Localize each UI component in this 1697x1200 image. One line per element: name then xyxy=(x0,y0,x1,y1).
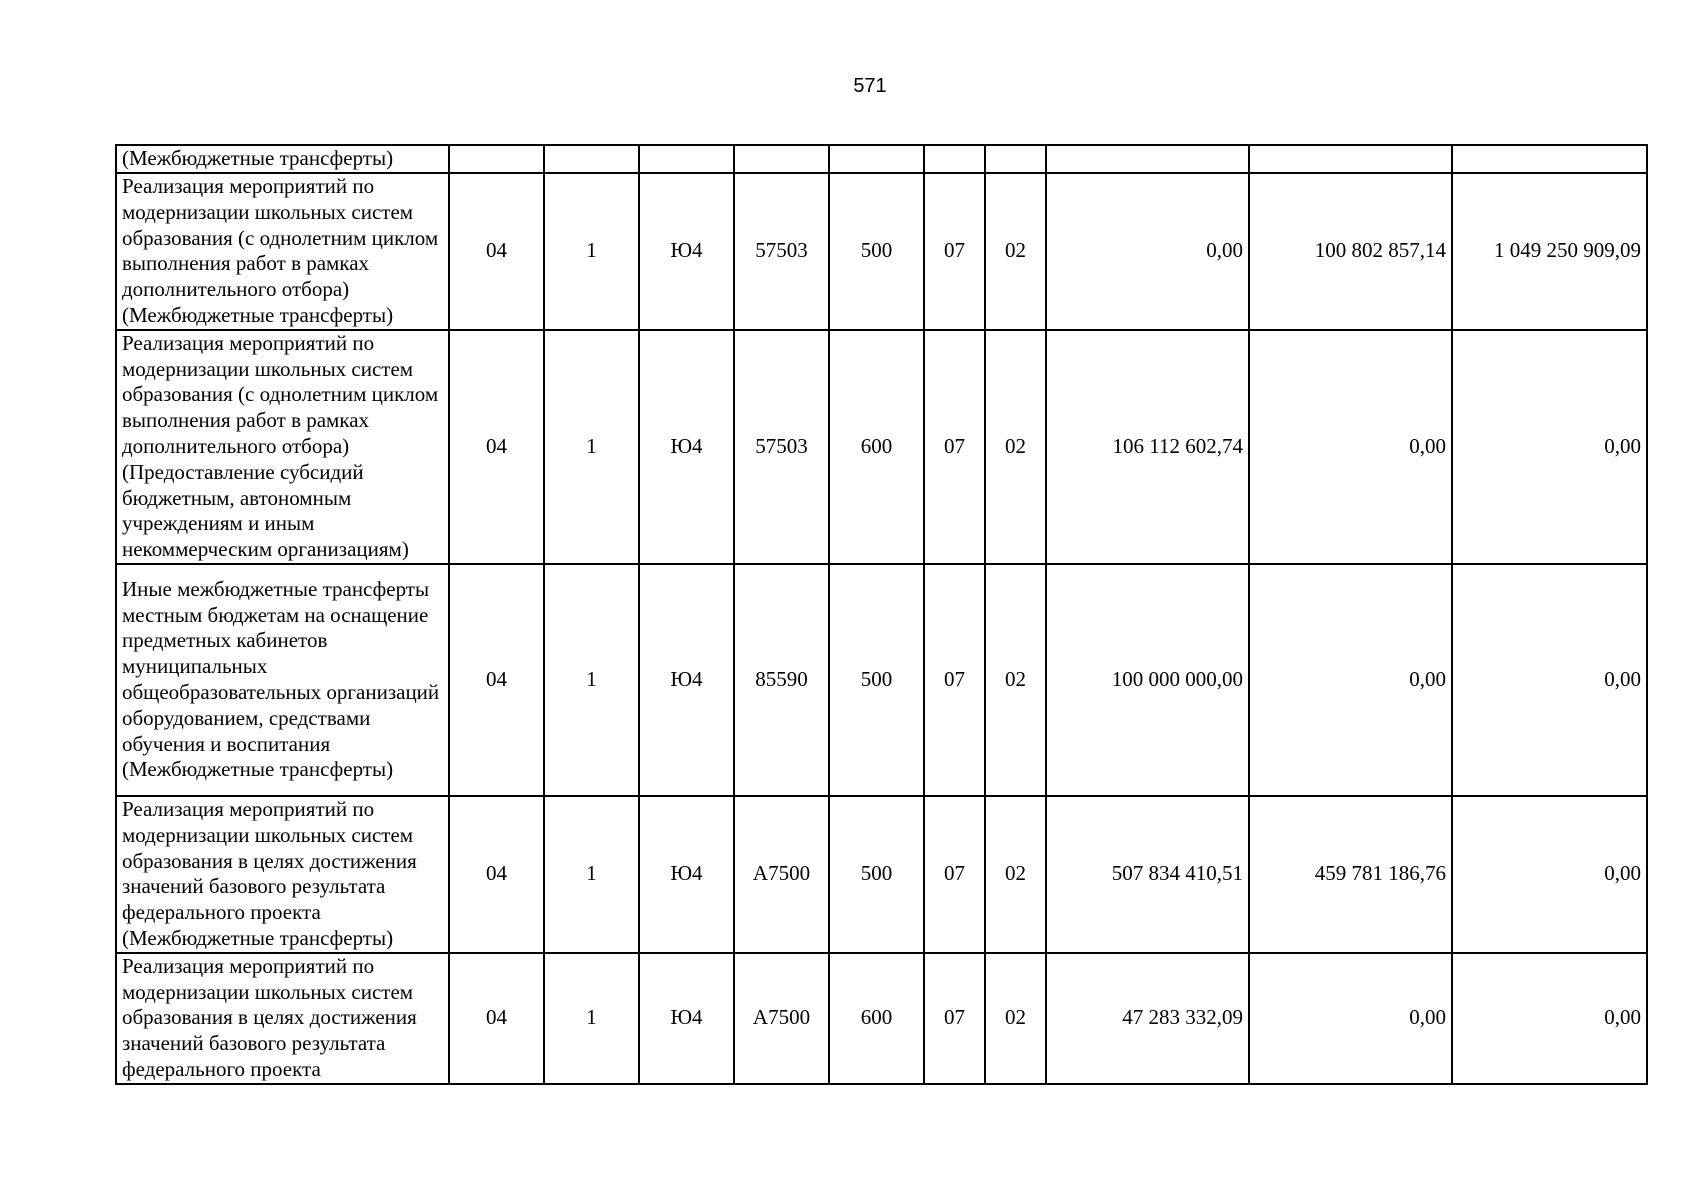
expense-type-code: 500 xyxy=(829,796,924,953)
program-code: 04 xyxy=(449,953,544,1084)
subprogram-code: 1 xyxy=(544,796,639,953)
row-description: Иные межбюджетные трансферты местным бюджетам на оснащение предметных кабинетов муниципальных общеобразовательных организаций оборудованием, средствами обучения и воспитания (Межбюджетные трансферты) xyxy=(116,564,449,796)
subprogram-code: 1 xyxy=(544,564,639,796)
subprogram-code: 1 xyxy=(544,953,639,1084)
amount-year-2: 459 781 186,76 xyxy=(1249,796,1452,953)
row-description: Реализация мероприятий по модернизации школьных систем образования в целях достижения значений базового результата федерального проекта xyxy=(116,953,449,1084)
section-code xyxy=(924,145,985,173)
direction-code: 57503 xyxy=(734,173,829,330)
row-description: Реализация мероприятий по модернизации школьных систем образования в целях достижения значений базового результата федерального проекта (Межбюджетные трансферты) xyxy=(116,796,449,953)
project-code: Ю4 xyxy=(639,796,734,953)
table-row xyxy=(116,564,1647,796)
section-code: 07 xyxy=(924,796,985,953)
amount-year-3: 0,00 xyxy=(1452,796,1647,953)
program-code: 04 xyxy=(449,796,544,953)
amount-year-2: 0,00 xyxy=(1249,953,1452,1084)
amount-year-3: 0,00 xyxy=(1452,953,1647,1084)
amount-year-3 xyxy=(1452,145,1647,173)
budget-table xyxy=(115,144,1648,1085)
subprogram-code: 1 xyxy=(544,330,639,564)
amount-year-3: 0,00 xyxy=(1452,564,1647,796)
table-row xyxy=(116,145,1647,173)
row-description: Реализация мероприятий по модернизации школьных систем образования (с однолетним циклом выполнения работ в рамках дополнительного отбора) (Предоставление субсидий бюджетным, автономным учреждениям и иным некоммерческим организациям) xyxy=(116,330,449,564)
subprogram-code: 1 xyxy=(544,173,639,330)
expense-type-code: 600 xyxy=(829,953,924,1084)
direction-code: 57503 xyxy=(734,330,829,564)
amount-year-1: 507 834 410,51 xyxy=(1046,796,1249,953)
program-code xyxy=(449,145,544,173)
project-code xyxy=(639,145,734,173)
project-code: Ю4 xyxy=(639,173,734,330)
direction-code: А7500 xyxy=(734,796,829,953)
table-row xyxy=(116,173,1647,330)
project-code: Ю4 xyxy=(639,953,734,1084)
expense-type-code xyxy=(829,145,924,173)
subprogram-code xyxy=(544,145,639,173)
table-row xyxy=(116,953,1647,1084)
subsection-code xyxy=(985,145,1046,173)
program-code: 04 xyxy=(449,330,544,564)
row-description: (Межбюджетные трансферты) xyxy=(116,145,449,173)
subsection-code: 02 xyxy=(985,796,1046,953)
amount-year-2: 0,00 xyxy=(1249,330,1452,564)
subsection-code: 02 xyxy=(985,953,1046,1084)
subsection-code: 02 xyxy=(985,330,1046,564)
program-code: 04 xyxy=(449,564,544,796)
expense-type-code: 600 xyxy=(829,330,924,564)
subsection-code: 02 xyxy=(985,564,1046,796)
amount-year-1: 47 283 332,09 xyxy=(1046,953,1249,1084)
amount-year-3: 0,00 xyxy=(1452,330,1647,564)
subsection-code: 02 xyxy=(985,173,1046,330)
program-code: 04 xyxy=(449,173,544,330)
amount-year-1 xyxy=(1046,145,1249,173)
row-description: Реализация мероприятий по модернизации школьных систем образования (с однолетним циклом выполнения работ в рамках дополнительного отбора) (Межбюджетные трансферты) xyxy=(116,173,449,330)
project-code: Ю4 xyxy=(639,564,734,796)
amount-year-1: 106 112 602,74 xyxy=(1046,330,1249,564)
amount-year-1: 0,00 xyxy=(1046,173,1249,330)
section-code: 07 xyxy=(924,330,985,564)
direction-code: 85590 xyxy=(734,564,829,796)
amount-year-2 xyxy=(1249,145,1452,173)
amount-year-2: 100 802 857,14 xyxy=(1249,173,1452,330)
direction-code xyxy=(734,145,829,173)
direction-code: А7500 xyxy=(734,953,829,1084)
section-code: 07 xyxy=(924,173,985,330)
table-row xyxy=(116,330,1647,564)
section-code: 07 xyxy=(924,953,985,1084)
amount-year-1: 100 000 000,00 xyxy=(1046,564,1249,796)
expense-type-code: 500 xyxy=(829,564,924,796)
amount-year-2: 0,00 xyxy=(1249,564,1452,796)
expense-type-code: 500 xyxy=(829,173,924,330)
amount-year-3: 1 049 250 909,09 xyxy=(1452,173,1647,330)
project-code: Ю4 xyxy=(639,330,734,564)
section-code: 07 xyxy=(924,564,985,796)
page-number: 571 xyxy=(853,75,887,97)
table-row xyxy=(116,796,1647,953)
